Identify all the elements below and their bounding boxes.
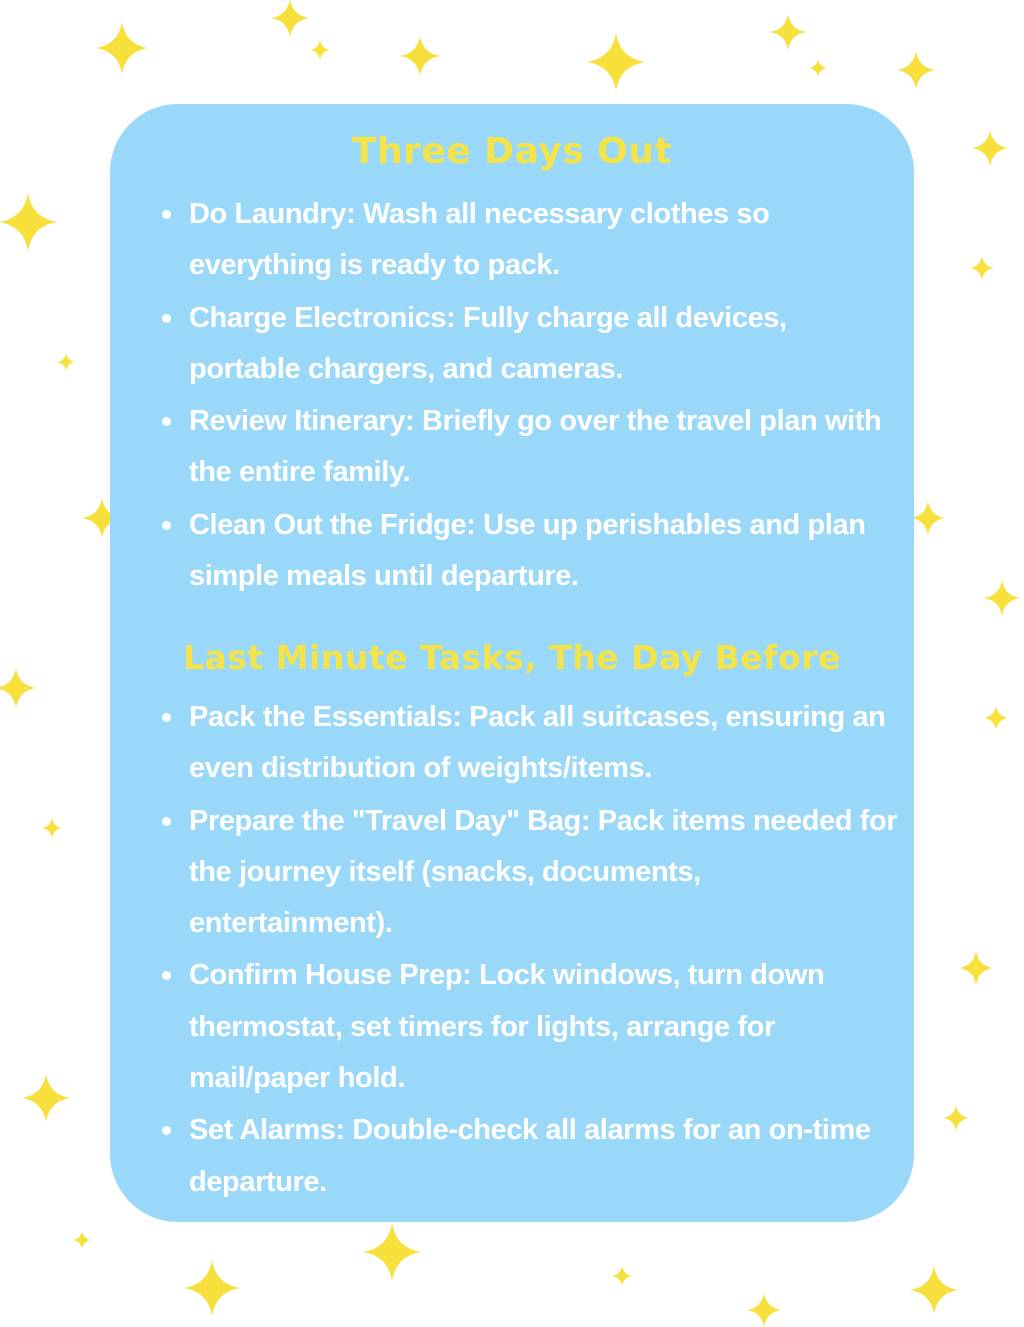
sparkle-star-icon [96, 22, 148, 74]
task-list-three-days-out [110, 189, 914, 603]
task-item [110, 796, 914, 950]
sparkle-star-icon [363, 1223, 421, 1281]
task-item [110, 950, 914, 1104]
task-text: Prepare the "Travel Day" Bag: Pack items needed for the journey itself (snacks, documents, entertainment). [189, 804, 898, 940]
sparkle-star-icon [910, 1266, 958, 1314]
task-list-day-before [110, 692, 914, 1209]
task-item [110, 396, 914, 499]
bullet-icon [162, 1126, 171, 1135]
sparkle-star-icon [809, 59, 827, 77]
bullet-icon [162, 971, 171, 980]
sparkle-star-icon [0, 668, 36, 708]
bullet-icon [162, 713, 171, 722]
bullet-icon [162, 417, 171, 426]
sparkle-star-icon [959, 951, 993, 985]
bullet-icon [162, 521, 171, 530]
bullet-icon [162, 210, 171, 219]
sparkle-star-icon [184, 1260, 240, 1316]
sparkle-star-icon [612, 1266, 632, 1286]
sparkle-star-icon [970, 256, 994, 280]
sparkle-star-icon [984, 706, 1008, 730]
sparkle-star-icon [271, 0, 309, 37]
task-text: Review Itinerary: Briefly go over the travel plan with the entire family. [189, 405, 882, 489]
sparkle-star-icon [770, 14, 806, 50]
task-text: Confirm House Prep: Lock windows, turn down thermostat, set timers for lights, arrange for mail/paper hold. [189, 959, 825, 1095]
section-title-day-before: Last Minute Tasks, The Day Before [182, 638, 841, 677]
task-item [110, 189, 914, 292]
sparkle-star-icon [0, 193, 57, 251]
checklist-card [110, 104, 914, 1222]
sparkle-star-icon [984, 580, 1020, 616]
sparkle-star-icon [897, 51, 935, 89]
task-item [110, 500, 914, 603]
task-text: Do Laundry: Wash all necessary clothes so everything is ready to pack. [189, 198, 770, 282]
sparkle-star-icon [42, 818, 62, 838]
sparkle-star-icon [57, 353, 75, 371]
sparkle-star-icon [73, 1231, 91, 1249]
task-text: Charge Electronics: Fully charge all devices, portable chargers, and cameras. [189, 301, 787, 385]
sparkle-star-icon [972, 130, 1008, 166]
sparkle-star-icon [747, 1293, 781, 1327]
bullet-icon [162, 314, 171, 323]
task-item [110, 692, 914, 795]
task-text: Clean Out the Fridge: Use up perishables and plan simple meals until departure. [189, 508, 866, 593]
bullet-icon [162, 817, 171, 826]
sparkle-star-icon [310, 40, 330, 60]
task-text: Set Alarms: Double-check all alarms for an on-time departure. [189, 1114, 871, 1198]
task-item [110, 1105, 914, 1208]
task-item [110, 293, 914, 396]
sparkle-star-icon [911, 501, 945, 535]
section-title-three-days-out: Three Days Out [351, 131, 673, 172]
task-text: Pack the Essentials: Pack all suitcases, ensuring an even distribution of weights/items. [189, 701, 886, 785]
sparkle-star-icon [943, 1105, 969, 1131]
sparkle-star-icon [587, 33, 645, 91]
sparkle-star-icon [400, 36, 440, 76]
sparkle-star-icon [22, 1074, 70, 1122]
